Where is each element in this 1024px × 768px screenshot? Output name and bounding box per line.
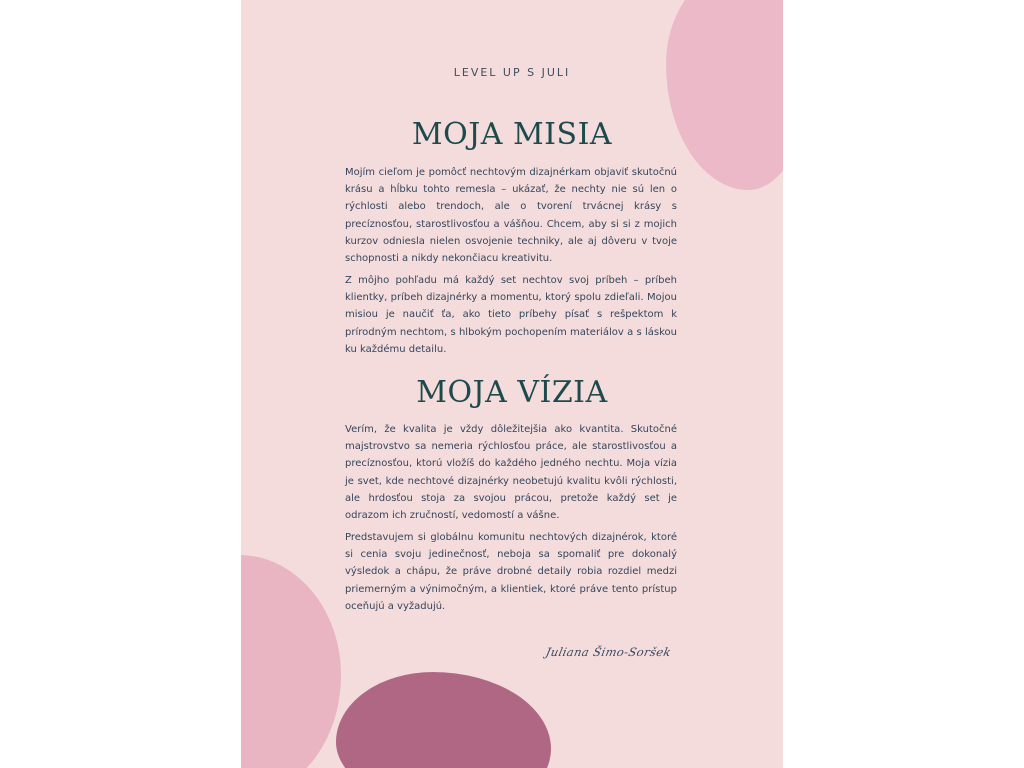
vision-heading: MOJA VÍZIA xyxy=(416,375,608,410)
document-page xyxy=(241,0,783,768)
mission-paragraph-2: Z môjho pohľadu má každý set nechtov svoj príbeh – príbeh klientky, príbeh dizajnérky a momentu, ktorý spolu zdieľali. Mojou misiou je naučiť ťa, ako tieto príbehy písať s rešpektom k prírodným nechtom, s hlbokým pochopením materiálov a s láskou ku každému detailu. xyxy=(345,275,677,355)
brand-title: LEVEL UP S JULI xyxy=(453,66,571,79)
vision-paragraph-1: Verím, že kvalita je vždy dôležitejšia ako kvantita. Skutočné majstrovstvo sa nemeria rýchlosťou práce, ale starostlivosťou a precíznosťou, ktorú vložíš do každého jedného nechtu. Moja vízia je svet, kde nechtové dizajnérky neobetujú kvalitu kvôli rýchlosti, ale hrdosťou stoja za svojou prácou, pretože každý set je odrazom ich zručností, vedomostí a vášne. xyxy=(345,424,677,522)
decorative-blob-bottom xyxy=(336,672,551,768)
vision-paragraph-2: Predstavujem si globálnu komunitu nechtových dizajnérok, ktoré si cenia svoju jedinečnosť, neboja sa spomaliť pre dokonalý výsledok a chápu, že práve drobné detaily robia rozdiel medzi priemerným a výnimočným, a klientiek, ktoré práve tento prístup oceňujú a vyžadujú. xyxy=(345,532,677,612)
mission-paragraph-1: Mojím cieľom je pomôcť nechtovým dizajnérkam objaviť skutočnú krásu a hĺbku tohto remesla – ukázať, že nechty nie sú len o rýchlosti alebo trendoch, ale o tvorení trvácnej krásy s precíznosťou, starostlivosťou a vášňou. Chcem, aby si si z mojich kurzov odniesla nielen osvojenie techniky, ale aj dôveru v tvoje schopnosti a nikdy nekončiacu kreativitu. xyxy=(345,167,677,265)
decorative-blob-bottom-left xyxy=(241,555,341,768)
author-signature: Juliana Šimo-Soršek xyxy=(544,645,673,659)
mission-heading: MOJA MISIA xyxy=(411,117,613,152)
decorative-blob-top-right xyxy=(666,0,783,190)
